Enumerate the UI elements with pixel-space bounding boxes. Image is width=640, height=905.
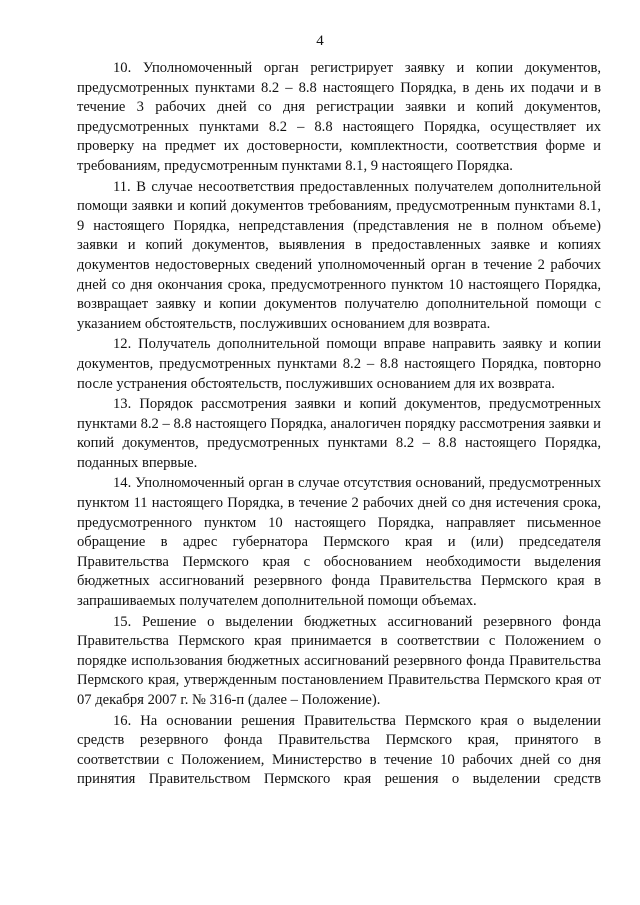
paragraph-14: 14. Уполномоченный орган в случае отсутствия оснований, предусмотренных пунктом 11 настоящего Порядка, в течение 2 рабочих дней со дня истечения срока, предусмотренного пунктом 10 настоящего Порядка, направляет письменное обращение в адрес губернатора Пермского края и (или) председателя Правительства Пермского края с обоснованием необходимости выделения бюджетных ассигнований резервного фонда Правительства Пермского края в запрашиваемых получателем дополнительной помощи объемах. [77, 475, 601, 610]
paragraph-15: 15. Решение о выделении бюджетных ассигнований резервного фонда Правительства Пермского края принимается в соответствии с Положением о порядке использования бюджетных ассигнований резервного фонда Правительства Пермского края, утвержденным постановлением Правительства Пермского края от 07 декабря 2007 г. № 316-п (далее – Положение). [77, 613, 601, 708]
paragraph-11: 11. В случае несоответствия предоставленных получателем дополнительной помощи заявки и копий документов требованиям, предусмотренным пунктами 8.1, 9 настоящего Порядка, непредставления (представления не в полном объеме) заявки и копий документов, выявления в предоставленных заявке и копиях документов недостоверных сведений уполномоченный орган в течение 2 рабочих дней со дня окончания срока, предусмотренного пунктом 10 настоящего Порядка, возвращает заявку и копии документов получателю дополнительной помощи с указанием обстоятельств, послуживших основанием для возврата. [77, 178, 601, 332]
paragraph-16: 16. На основании решения Правительства Пермского края о выделении средств резервного фонда Правительства Пермского края, принятого в соответствии с Положением, Министерство в течение 10 рабочих дней со дня принятия Правительством Пермского края решения о выделении средств [77, 712, 601, 788]
paragraph-13: 13. Порядок рассмотрения заявки и копий документов, предусмотренных пунктами 8.2 – 8.8 настоящего Порядка, аналогичен порядку рассмотрения заявки и копий документов, предусмотренных пунктами 8.2 – 8.8 настоящего Порядка, поданных впервые. [77, 396, 601, 471]
paragraph-10: 10. Уполномоченный орган регистрирует заявку и копии документов, предусмотренных пунктами 8.2 – 8.8 настоящего Порядка, в день их подачи и в течение 3 рабочих дней со дня регистрации заявки и копий документов, предусмотренных пунктами 8.2 – 8.8 настоящего Порядка, осуществляет их проверку на предмет их достоверности, комплектности, соответствия форме и требованиям, предусмотренным пунктами 8.1, 9 настоящего Порядка. [77, 60, 601, 174]
paragraph-12: 12. Получатель дополнительной помощи вправе направить заявку и копии документов, предусмотренных пунктами 8.2 – 8.8 настоящего Порядка, повторно после устранения обстоятельств, послуживших основанием для их возврата. [77, 336, 601, 392]
page-number: 4 [316, 33, 324, 49]
document-body [77, 59, 601, 791]
